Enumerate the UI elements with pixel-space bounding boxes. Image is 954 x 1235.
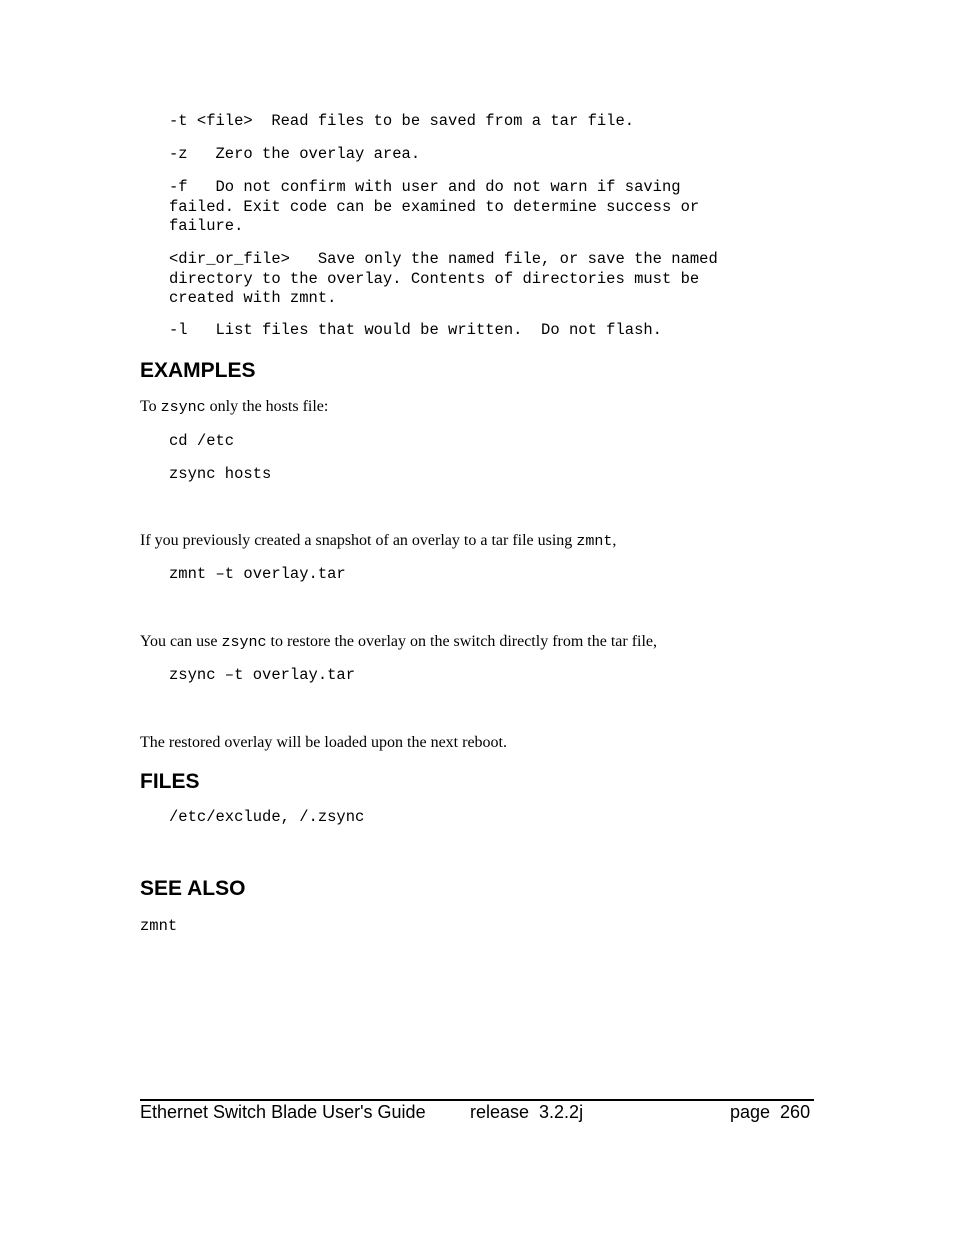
examples-intro: To zsync only the hosts file:	[140, 398, 329, 416]
see-also-heading: SEE ALSO	[140, 877, 246, 900]
footer-page-number: page 260	[730, 1102, 811, 1122]
see-also-reference: zmnt	[140, 917, 178, 935]
examples-snapshot-paragraph: If you previously created a snapshot of an overlay to a tar file using zmnt,	[140, 532, 617, 550]
files-heading: FILES	[140, 770, 200, 793]
example-command-zmnt: zmnt –t overlay.tar	[169, 565, 346, 583]
examples-heading: EXAMPLES	[140, 359, 256, 382]
footer-title: Ethernet Switch Blade User's Guide	[140, 1102, 426, 1122]
footer-release: release 3.2.2j	[470, 1102, 584, 1122]
option-f: -f Do not confirm with user and do not warn if saving failed. Exit code can be examined to determine success or failure.	[169, 178, 700, 235]
example-command-zsync-tar: zsync –t overlay.tar	[169, 666, 356, 684]
files-list: /etc/exclude, /.zsync	[169, 808, 365, 826]
examples-restore-paragraph: You can use zsync to restore the overlay on the switch directly from the tar file,	[140, 633, 658, 651]
example-command-cd: cd /etc	[169, 432, 235, 450]
example-command-zsync-hosts: zsync hosts	[169, 465, 272, 483]
option-z: -z Zero the overlay area.	[169, 145, 421, 163]
option-l: -l List files that would be written. Do not flash.	[169, 321, 662, 339]
examples-reboot-paragraph: The restored overlay will be loaded upon the next reboot.	[140, 734, 507, 751]
option-t: -t <file> Read files to be saved from a tar file.	[169, 112, 635, 130]
option-dir-or-file: <dir_or_file> Save only the named file, or save the named directory to the overlay. Contents of directories must be created with zmnt.	[169, 250, 718, 307]
